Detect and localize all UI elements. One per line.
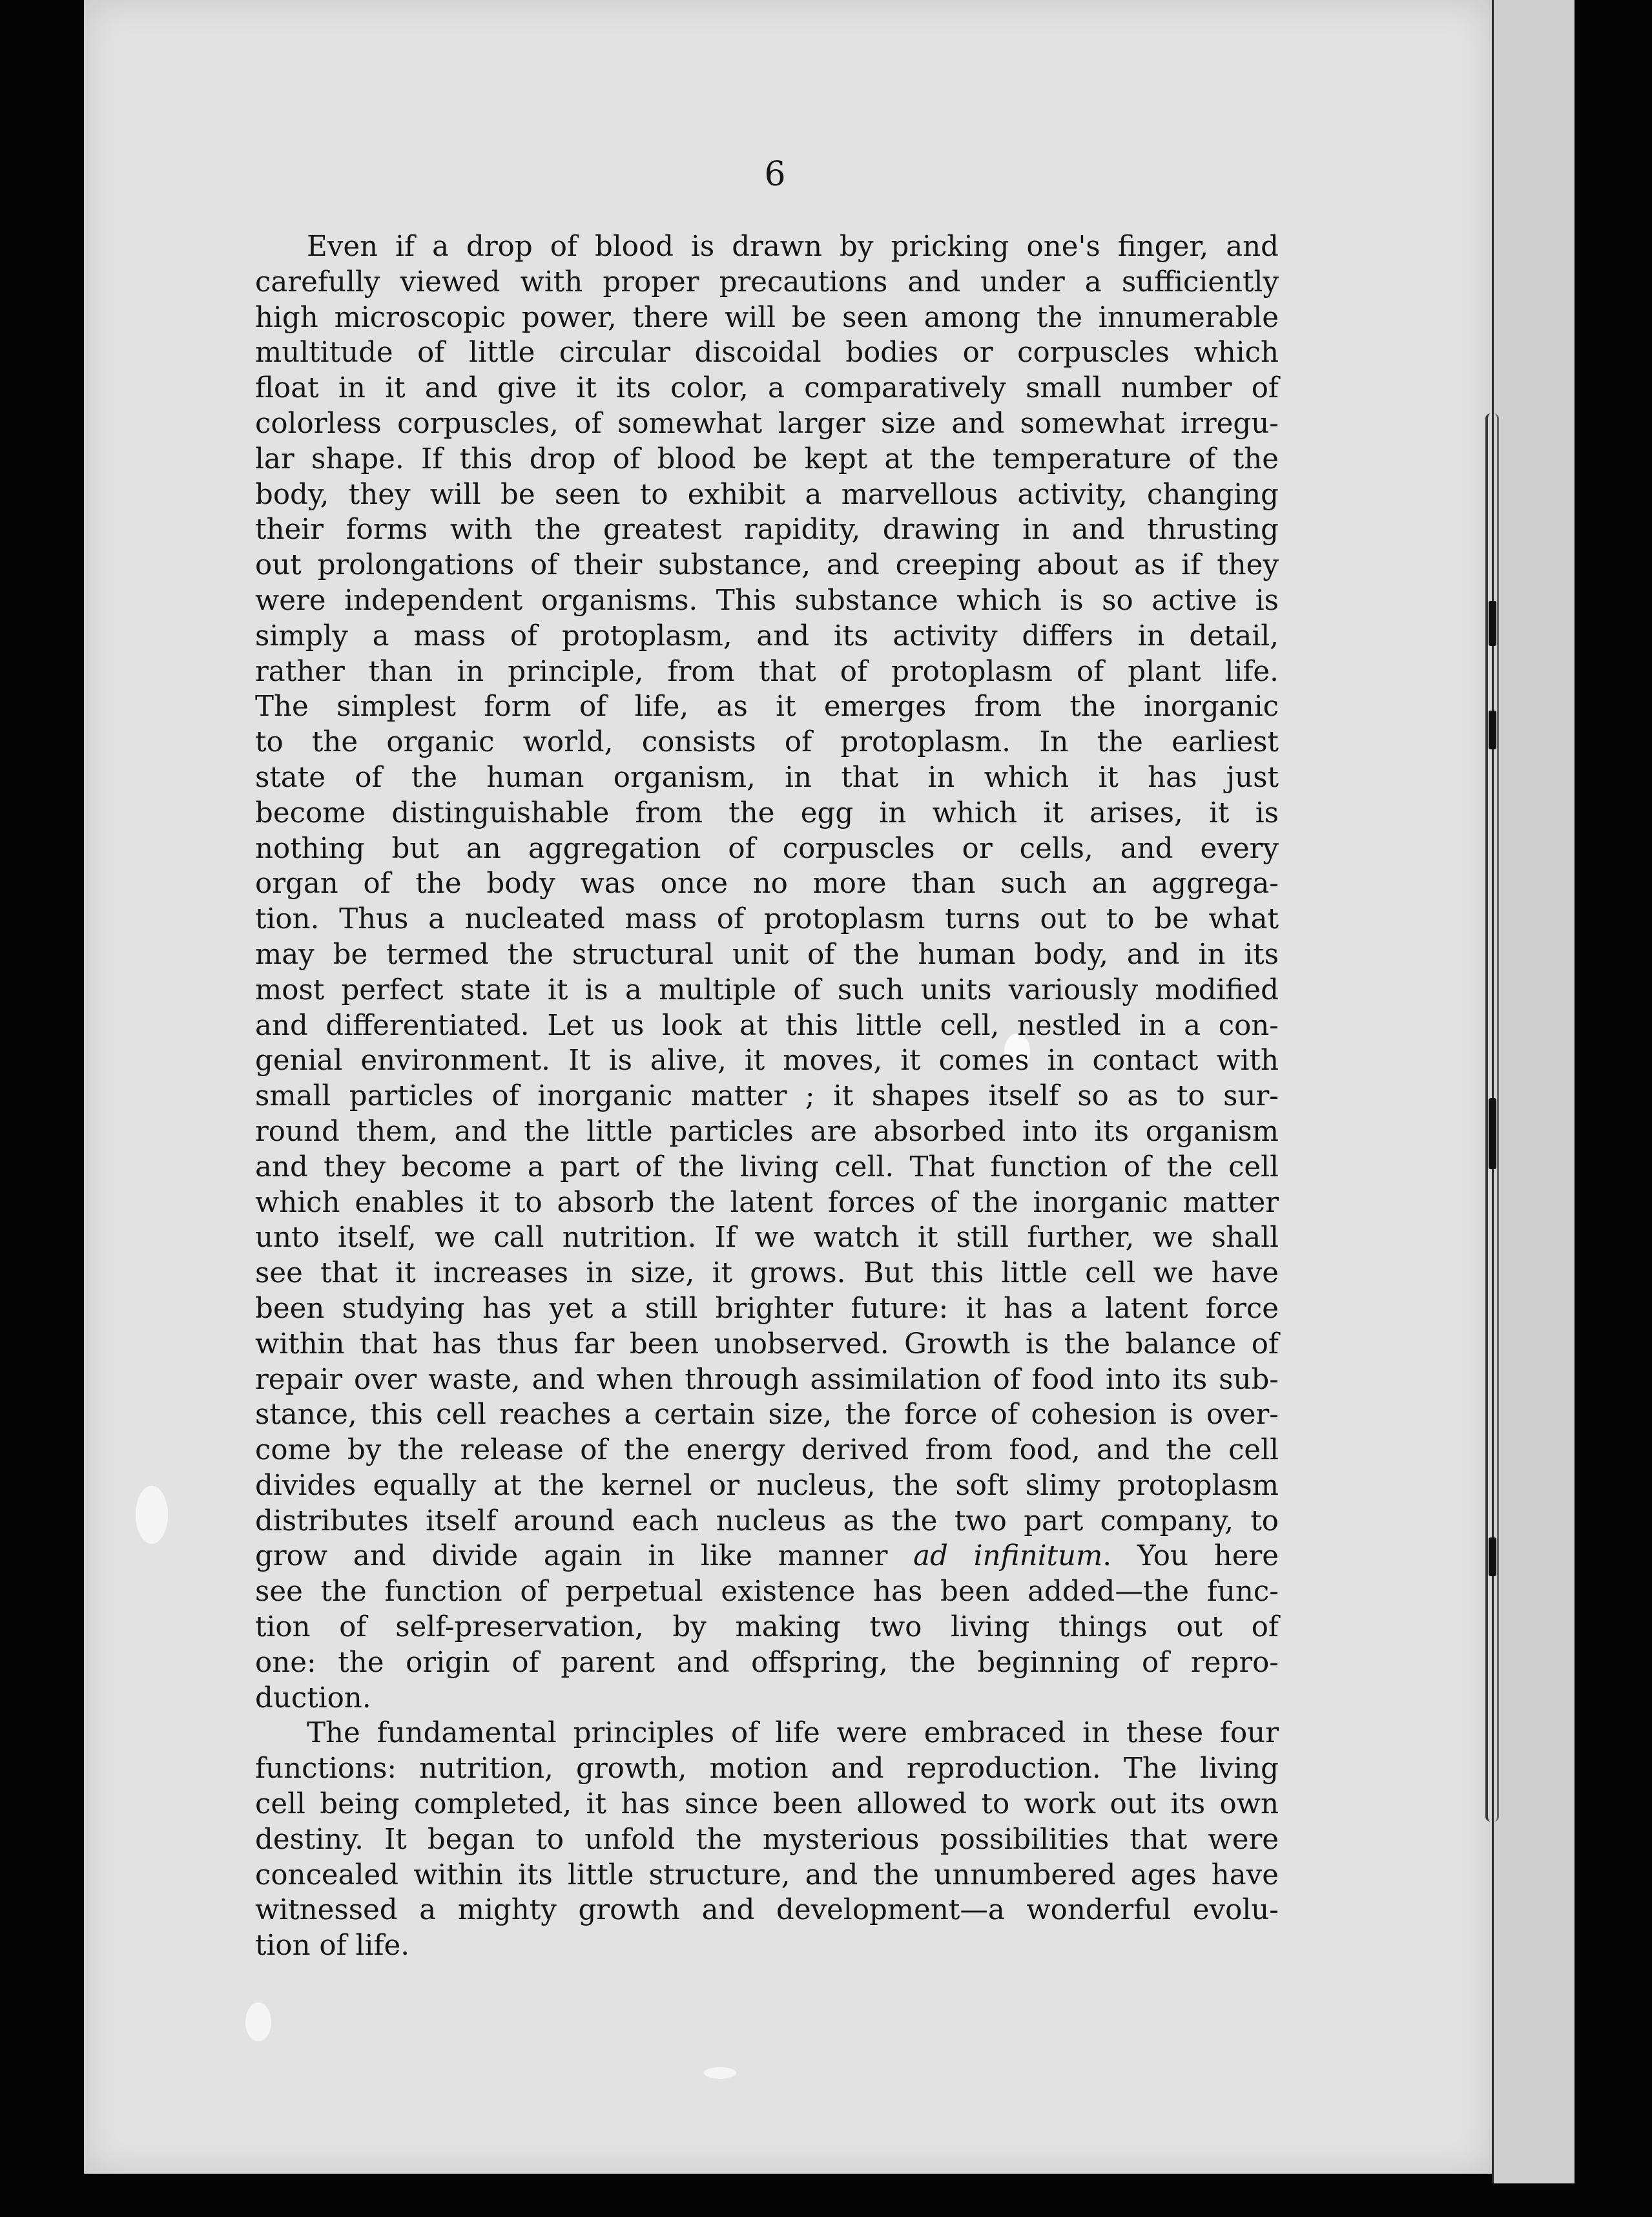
text-line: body, they will be seen to exhibit a marvellous activity, changing [255, 478, 1279, 511]
text-line: one: the origin of parent and offspring, the beginning of repro- [255, 1646, 1279, 1679]
scan-speck [136, 1486, 168, 1544]
text-line: organ of the body was once no more than such an aggrega- [255, 868, 1279, 900]
text-line: become distinguishable from the egg in which it arises, it is [255, 796, 1279, 829]
text-line: float in it and give it its color, a comparatively small number of [255, 372, 1279, 405]
text-line: high microscopic power, there will be seen among the innumerable [255, 301, 1279, 334]
text-line: nothing but an aggregation of corpuscles or cells, and every [255, 832, 1279, 865]
text-line: small particles of inorganic matter ; it shapes itself so as to sur- [255, 1080, 1279, 1113]
text-line: functions: nutrition, growth, motion and reproduction. The living [255, 1753, 1279, 1785]
text-line: stance, this cell reaches a certain size, the force of cohesion is over- [255, 1399, 1279, 1431]
text-line: were independent organisms. This substance which is so active is [255, 584, 1279, 617]
text-line: see that it increases in size, it grows. But this little cell we have [255, 1257, 1279, 1290]
text-line: concealed within its little structure, and the unnumbered ages have [255, 1858, 1279, 1891]
text-line: genial environment. It is alive, it moves, it comes in contact with [255, 1045, 1279, 1077]
scan-speck [245, 2003, 271, 2041]
text-line: The simplest form of life, as it emerges from the inorganic [255, 691, 1279, 723]
text-line: their forms with the greatest rapidity, drawing in and thrusting [255, 514, 1279, 546]
text-line: distributes itself around each nucleus as the two part company, to [255, 1504, 1279, 1537]
text-line: tion. Thus a nucleated mass of protoplasm turns out to be what [255, 903, 1279, 936]
binding-mark [1489, 1537, 1496, 1576]
text-line: out prolongations of their substance, and creeping about as if they [255, 549, 1279, 582]
text-line: and differentiated. Let us look at this little cell, nestled in a con- [255, 1009, 1279, 1042]
text-line: rather than in principle, from that of protoplasm of plant life. [255, 655, 1279, 688]
text-line: colorless corpuscles, of somewhat larger size and somewhat irregu- [255, 407, 1279, 440]
text-line: and they become a part of the living cell. That function of the cell [255, 1150, 1279, 1183]
text-line: round them, and the little particles are absorbed into its organism [255, 1115, 1279, 1148]
text-line: see the function of perpetual existence has been added—the func- [255, 1576, 1279, 1608]
text-line: multitude of little circular discoidal bodies or corpuscles which [255, 337, 1279, 370]
binding-mark [1489, 601, 1496, 646]
text-line: lar shape. If this drop of blood be kept at the temperature of the [255, 442, 1279, 475]
text-line: destiny. It began to unfold the mysterious possibilities that were [255, 1823, 1279, 1856]
text-line: which enables it to absorb the latent forces of the inorganic matter [255, 1186, 1279, 1219]
text-line: repair over waste, and when through assimilation of food into its sub- [255, 1363, 1279, 1396]
text-line: state of the human organism, in that in which it has just [255, 761, 1279, 794]
text-line: simply a mass of protoplasm, and its activity differs in detail, [255, 619, 1279, 652]
text-line: cell being completed, it has since been allowed to work out its own [255, 1788, 1279, 1821]
text-line: to the organic world, consists of protoplasm. In the earliest [255, 726, 1279, 759]
text-line: been studying has yet a still brighter future: it has a latent force [255, 1292, 1279, 1325]
text-line: duction. [255, 1681, 371, 1714]
page-body-text [255, 229, 1279, 1964]
text-line: divides equally at the kernel or nucleus, the soft slimy protoplasm [255, 1469, 1279, 1502]
adjacent-page-edge [1492, 0, 1575, 2183]
scan-speck [704, 2067, 736, 2079]
text-line: most perfect state it is a multiple of such units variously modified [255, 973, 1279, 1006]
text-line: tion of self-preservation, by making two living things out of [255, 1611, 1279, 1644]
binding-mark [1489, 1098, 1496, 1169]
text-line: grow and divide again in like manner ad infinitum. You here [255, 1540, 1279, 1573]
text-line: within that has thus far been unobserved. Growth is the balance of [255, 1327, 1279, 1360]
page-number: 6 [764, 155, 786, 194]
text-line: witnessed a mighty growth and development—a wonderful evolu- [255, 1894, 1279, 1927]
text-line: may be termed the structural unit of the human body, and in its [255, 938, 1279, 971]
text-line: come by the release of the energy derived from food, and the cell [255, 1434, 1279, 1467]
text-line: Even if a drop of blood is drawn by pricking one's finger, and [307, 231, 1279, 263]
italic-phrase: ad infinitum [913, 1540, 1103, 1573]
text-line: carefully viewed with proper precautions and under a sufficiently [255, 265, 1279, 298]
text-line: tion of life. [255, 1930, 410, 1962]
text-line: The fundamental principles of life were embraced in these four [307, 1717, 1279, 1750]
binding-mark [1489, 711, 1496, 749]
text-line: unto itself, we call nutrition. If we watch it still further, we shall [255, 1222, 1279, 1254]
